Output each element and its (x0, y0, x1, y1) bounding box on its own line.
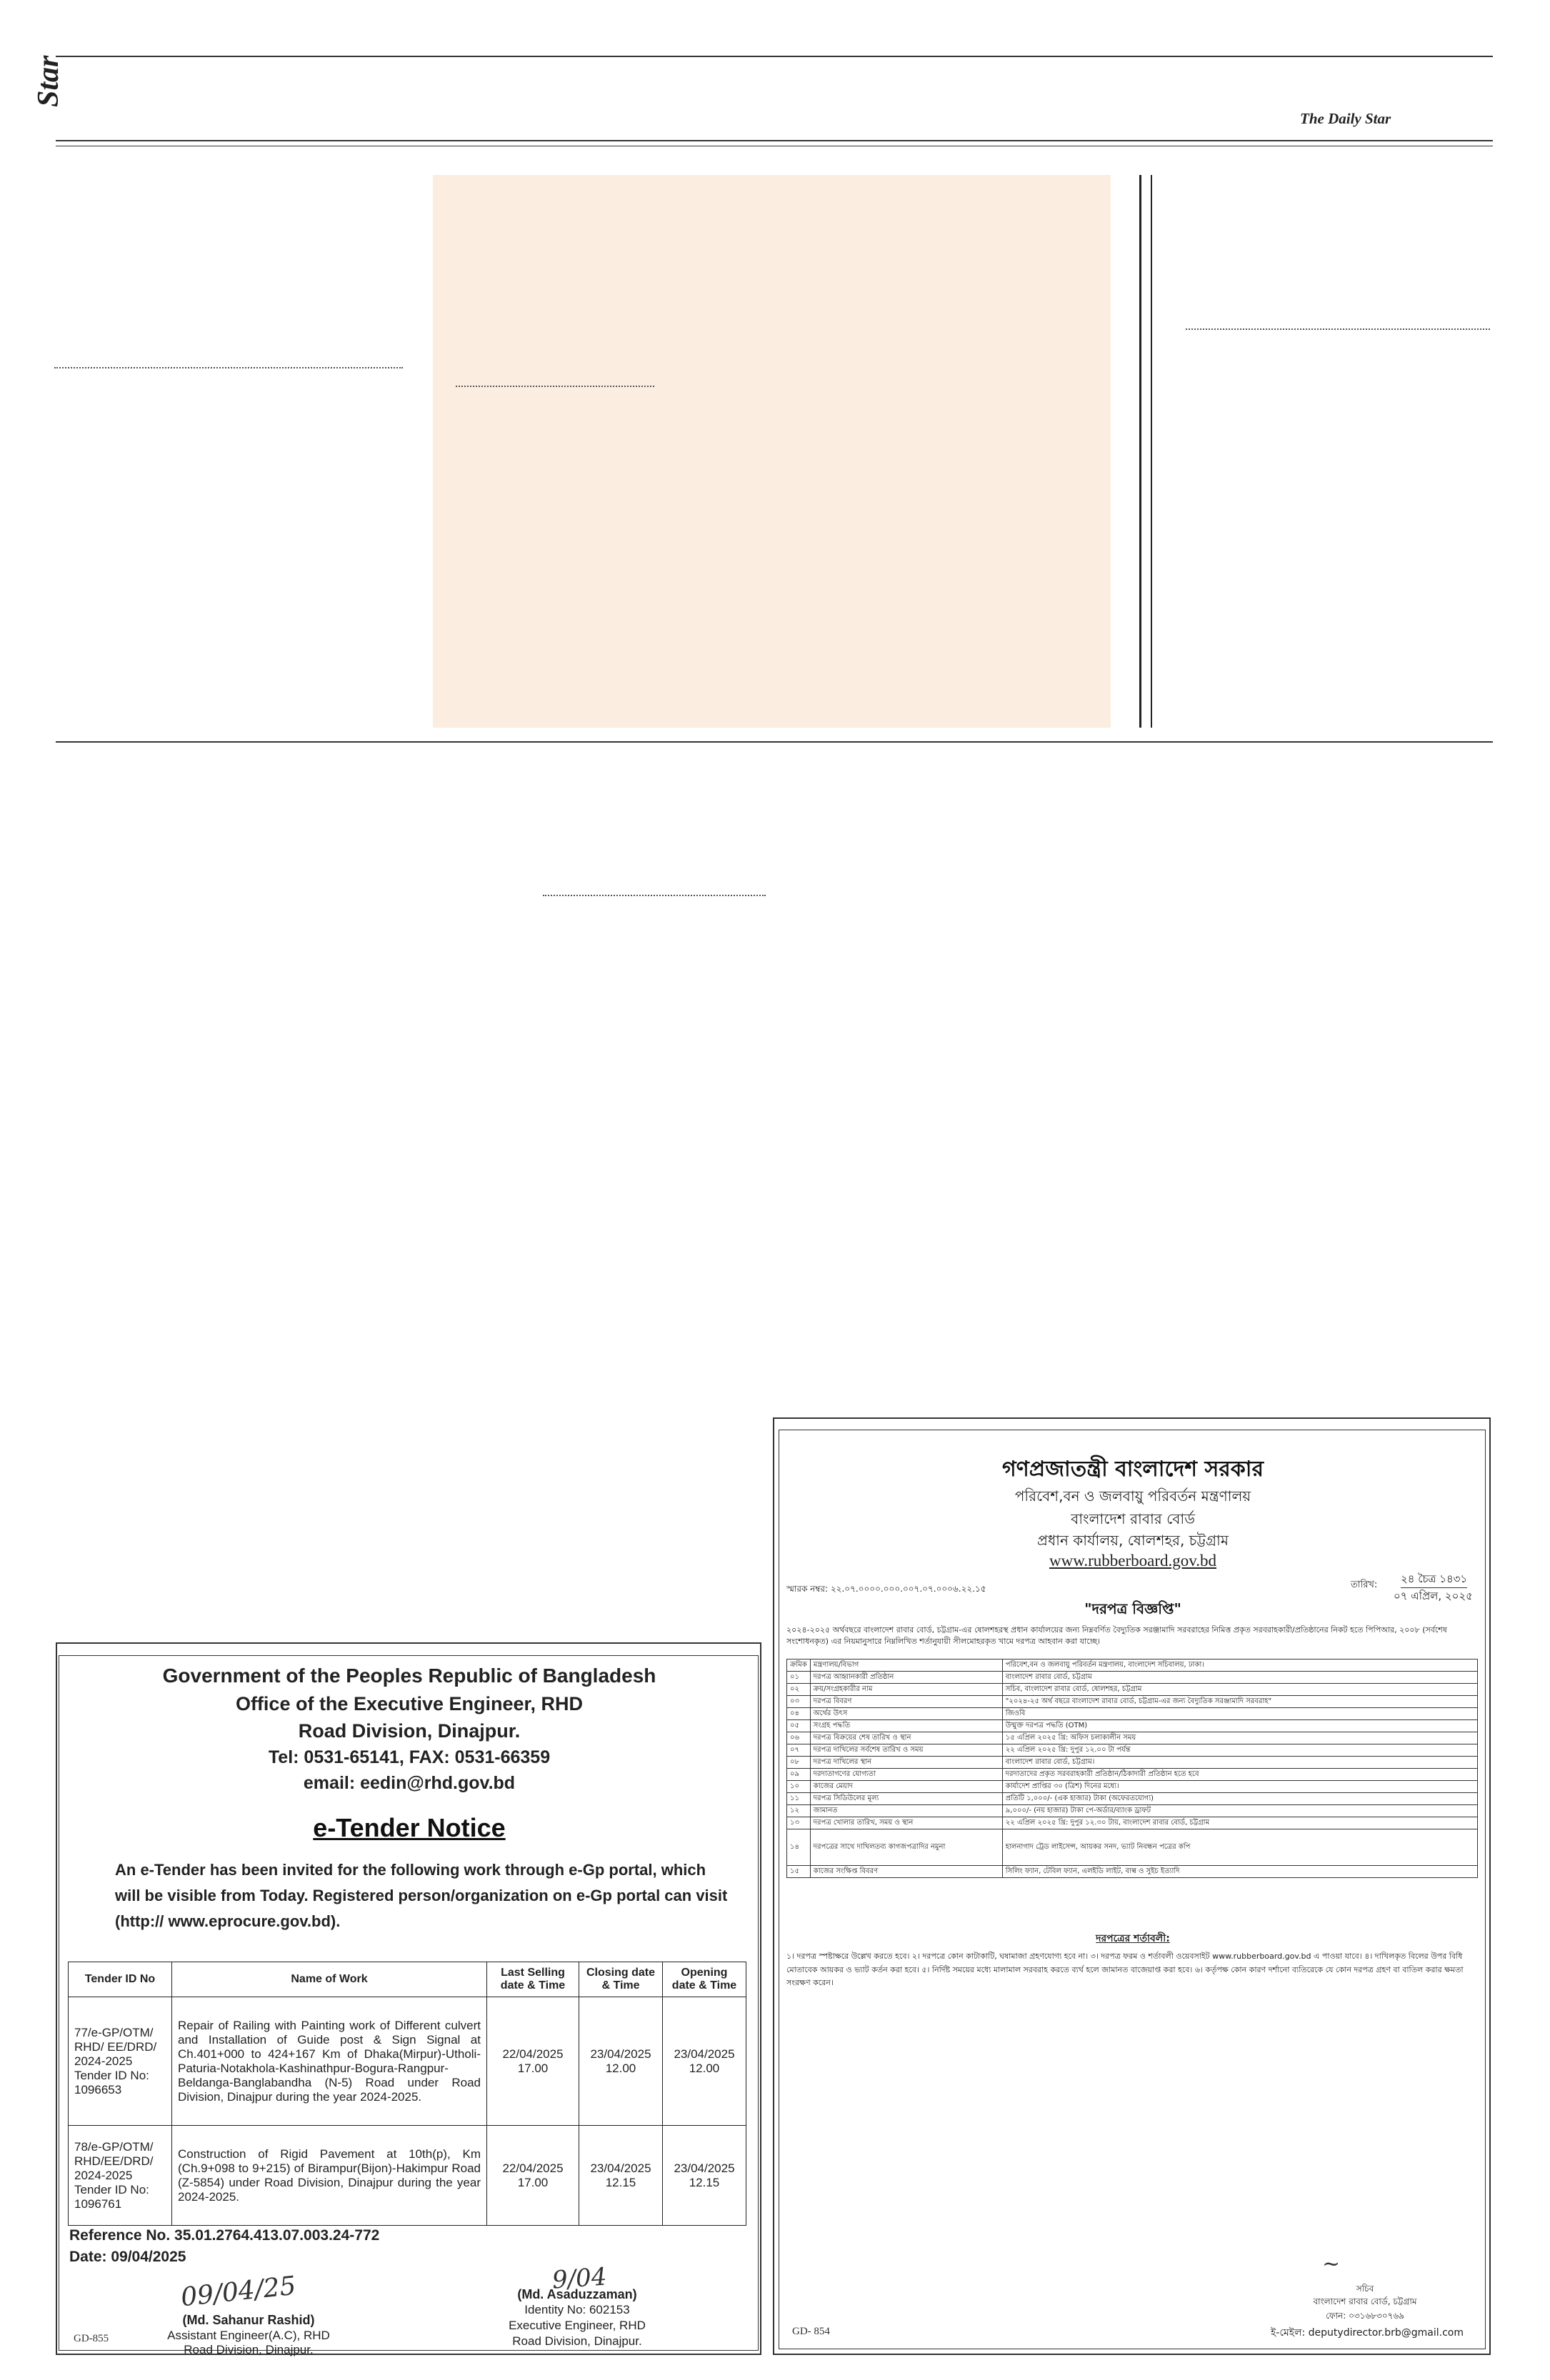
work-name: Construction of Rigid Pavement at 10th(p), Km (Ch.9+098 to 9+215) of Birampur(Bijon)-Hakimpur Road (Z-5854) under Road Division, Dinajpur during the year 2024-2025. (172, 2126, 487, 2226)
bn-cell: ০৯ (787, 1769, 811, 1781)
column-rule-1 (1139, 175, 1141, 728)
tender-id: 78/e-GP/OTM/ RHD/EE/DRD/ 2024-2025 Tender ID No: 1096761 (69, 2126, 172, 2226)
bn-cell: প্রতিটি ১,০০০/- (এক হাজার) টাকা (অফেরতযোগ্য) (1002, 1793, 1477, 1805)
bn-cell: ক্রয়/সংগ্রহকারীর নাম (810, 1684, 1002, 1696)
opening-date: 23/04/2025 12.00 (663, 1997, 746, 2126)
bn-cell: ১৫ এপ্রিল ২০২৫ খ্রি: অফিস চলাকালীন সময় (1002, 1732, 1477, 1744)
table-row (787, 1829, 1478, 1866)
bn-cell: পরিবেশ,বন ও জলবায়ু পরিবর্তন মন্ত্রণালয়, বাংলাদেশ সচিবালয়, ঢাকা। (1002, 1660, 1477, 1672)
reference-date: Date: 09/04/2025 (69, 2249, 186, 2265)
selling-date: 22/04/2025 17.00 (487, 2126, 579, 2226)
bn-cell: দরপত্র বিক্রয়ের শেষ তারিখ ও স্থান (810, 1732, 1002, 1744)
tender-ad-inner (59, 1655, 759, 2356)
work-name: Repair of Railing with Painting work of Different culvert and Installation of Guide post & Sign Signal at Ch.401+000 to 424+167 Km of Dhaka(Mirpur)-Utholi-Paturia-Notakhola-Kashinathpur-Bogura-Rangpur-Beldanga-Banglabandha (N-5) Road under Road Division, Dinajpur during the year 2024-2025. (172, 1997, 487, 2126)
bn-cell: ২২ এপ্রিল ২০২৫ খ্রি: দুপুর ১২.৩০ টায়, বাংলাদেশ রাবার বোর্ড, চট্টগ্রাম (1002, 1817, 1477, 1829)
signer-left-title: Assistant Engineer(A.C), RHD (167, 2329, 330, 2342)
bn-cell: কার্যাদেশ প্রাপ্তির ৩০ (ত্রিশ) দিনের মধ্যে। (1002, 1781, 1477, 1793)
bn-cell: "২০২৪-২৫ অর্থ বছরে বাংলাদেশ রাবার বোর্ড, চট্টগ্রাম-এর জন্য বৈদ্যুতিক সরঞ্জামাদি সরবরাহ" (1002, 1696, 1477, 1708)
mid-divider (543, 895, 766, 896)
tel-fax: Tel: 0531-65141, FAX: 0531-66359 (268, 1747, 551, 1767)
table-row (787, 1672, 1478, 1684)
bn-cell: দরপত্র দাখিলের স্থান (810, 1757, 1002, 1769)
signature-left: 09/04/25 (179, 2271, 298, 2313)
bn-intro: ২০২৪-২০২৫ অর্থবছরে বাংলাদেশ রাবার বোর্ড, চট্টগ্রাম-এর ষোলশহরস্থ প্রধান কার্যালয়ের জন্য নিম্নবর্ণিত বৈদ্যুতিক সরঞ্জামাদি সরবরাহের নিমিত্ত প্রকৃত সরবরাহকারী/প্রতিষ্ঠানের নিকট হতে পিপিআর, ২০০৮ (সর্বশেষ সংশোধনকৃত) এর নিয়মানুসারে নিম্নলিখিত শর্তানুযায়ী সীলমোহরকৃত খামে দরপত্র আহবান করা যাচ্ছে। (786, 1625, 1447, 1646)
signer-right-name: (Md. Asaduzzaman) (517, 2287, 637, 2301)
bn-cell: ২২ এপ্রিল ২০২৫ খ্রি: দুপুর ১২.০০ টা পর্যন্ত (1002, 1744, 1477, 1757)
col-header-closing: Closing date & Time (579, 1962, 663, 1997)
bn-cell: ১২ (787, 1805, 811, 1817)
bn-notice-title: "দরপত্র বিজ্ঞপ্তি" (1084, 1600, 1181, 1617)
shaded-ad-panel (433, 175, 1111, 728)
bn-cell: ৯,০০০/- (নয় হাজার) টাকা পে-অর্ডার/ব্যাংক ড্রাফট (1002, 1805, 1477, 1817)
signer-right-identity: Identity No: 602153 (524, 2303, 630, 2316)
bn-cell: দরপত্র বিবরণ (810, 1696, 1002, 1708)
bn-table (786, 1659, 1478, 1878)
bn-date-bn: ২৪ চৈত্র ১৪৩১ (1401, 1572, 1467, 1588)
bn-cell: হালনাগাদ ট্রেড লাইসেন্স, আয়কর সনদ, ভ্যাট নিবন্ধন পত্রের কপি (1002, 1829, 1477, 1866)
bn-cell: ০৩ (787, 1696, 811, 1708)
selling-date: 22/04/2025 17.00 (487, 1997, 579, 2126)
bangla-ad-inner (779, 1430, 1486, 2349)
gov-title: Government of the Peoples Republic of Bangladesh (162, 1665, 656, 1687)
bn-cell: ০৫ (787, 1720, 811, 1732)
table-row (787, 1793, 1478, 1805)
column-rule-2 (1151, 175, 1152, 728)
division-title: Road Division, Dinajpur. (298, 1720, 521, 1742)
signer-right-office: Road Division, Dinajpur. (512, 2334, 642, 2348)
bn-gov-title: গণপ্রজাতন্ত্রী বাংলাদেশ সরকার (1002, 1457, 1264, 1482)
bn-cell: বাংলাদেশ রাবার বোর্ড, চট্টগ্রাম। (1002, 1757, 1477, 1769)
bn-signer-office: বাংলাদেশ রাবার বোর্ড, চট্টগ্রাম (1313, 2296, 1417, 2306)
signer-left-name: (Md. Sahanur Rashid) (182, 2313, 315, 2327)
bn-cell: সিলিং ফ্যান, টেবিল ফ্যান, এলইডি লাইট, বাল্ব ও সুইচ ইত্যাদি (1002, 1866, 1477, 1878)
bn-cell: ১৪ (787, 1829, 811, 1866)
table-row (69, 2126, 746, 2226)
bn-cell: ১১ (787, 1793, 811, 1805)
table-row (787, 1660, 1478, 1672)
table-row (787, 1732, 1478, 1744)
tender-table (68, 1962, 746, 2226)
bn-date-en: ০৭ এপ্রিল, ২০২৫ (1394, 1590, 1473, 1602)
table-row (787, 1781, 1478, 1793)
bn-cell: দরপত্র দাখিলের সর্বশেষ তারিখ ও সময় (810, 1744, 1002, 1757)
signature-right: 9/04 (551, 2262, 608, 2295)
ad-code: GD-855 (74, 2333, 109, 2344)
col-header-selling: Last Selling date & Time (487, 1962, 579, 1997)
bn-office: প্রধান কার্যালয়, ষোলশহর, চট্টগ্রাম (1037, 1532, 1229, 1549)
star-logo: Star (32, 55, 65, 107)
bn-phone: ফোন: ০৩১৬৮৩০৭৬৯ (1325, 2311, 1405, 2321)
section-rule (56, 741, 1493, 743)
table-row (787, 1817, 1478, 1829)
bn-cell: দরপত্র সিডিউলের মূল্য (810, 1793, 1002, 1805)
bn-signer-title: সচিব (1356, 2284, 1374, 2294)
table-row (787, 1744, 1478, 1757)
col-header-opening: Opening date & Time (663, 1962, 746, 1997)
table-row (787, 1805, 1478, 1817)
bn-cell: জিওবি (1002, 1708, 1477, 1720)
bn-ad-code: GD- 854 (792, 2326, 830, 2337)
bn-ministry: পরিবেশ,বন ও জলবায়ু পরিবর্তন মন্ত্রণালয় (1014, 1487, 1251, 1505)
bn-cell: দরপত্রের সাথে দাখিলতব্য কাগজপত্রাদির নমুনা (810, 1829, 1002, 1866)
intro-text: An e-Tender has been invited for the following work through e-Gp portal, which will be visible from Today. Registered person/organization on e-Gp portal can visit (http:// www.eprocure.gov.bd). (115, 1861, 728, 1930)
bn-conditions-title: দরপত্রের শর্তাবলী: (1096, 1933, 1170, 1944)
reference-no: Reference No. 35.01.2764.413.07.003.24-772 (69, 2227, 380, 2244)
bn-cell: ০১ (787, 1672, 811, 1684)
bn-signature: ~ (1322, 2251, 1341, 2276)
table-row (787, 1757, 1478, 1769)
bn-cell: মন্ত্রণালয়/বিভাগ (810, 1660, 1002, 1672)
tender-id: 77/e-GP/OTM/ RHD/ EE/DRD/ 2024-2025 Tender ID No: 1096653 (69, 1997, 172, 2126)
shaded-panel-divider (456, 386, 654, 387)
bn-cell: ১৩ (787, 1817, 811, 1829)
right-column-divider (1186, 328, 1490, 330)
closing-date: 23/04/2025 12.00 (579, 1997, 663, 2126)
table-row (787, 1684, 1478, 1696)
table-row (787, 1866, 1478, 1878)
bn-cell: অর্থের উৎস (810, 1708, 1002, 1720)
bn-memo: স্মারক নম্বর: ২২.০৭.০০০০.০০০.০০৭.০৭.০০০৬.২২.১৫ (786, 1584, 986, 1594)
bn-cell: দরপত্র আহ্বানকারী প্রতিষ্ঠান (810, 1672, 1002, 1684)
bn-conditions: ১। দরপত্র স্পষ্টাক্ষরে উল্লেখ করতে হবে। ২। দরপত্রে কোন কাটাকাটি, ঘষামাজা গ্রহণযোগ্য হবে না। ৩। দরপত্র ফরম ও শর্তাবলী ওয়েবসাইট www.rubberboard.gov.bd এ পাওয়া যাবে। ৪। দাখিলকৃত বিলের উপর বিধি মোতাবেক আয়কর ও ভ্যাট কর্তন করা হবে। ৫। নির্দিষ্ট সময়ের মধ্যে মালামাল সরবরাহ করতে ব্যর্থ হলে জামানত বাজেয়াপ্ত করা হবে। ৬। কর্তৃপক্ষ কোন কারণ দর্শানো ব্যতিরেকে যে কোন দরপত্র গ্রহণ বা বাতিল করার ক্ষমতা সংরক্ষণ করেন। (786, 1952, 1464, 1988)
table-row (787, 1696, 1478, 1708)
table-row (787, 1708, 1478, 1720)
bn-cell: ০৭ (787, 1744, 811, 1757)
closing-date: 23/04/2025 12.15 (579, 2126, 663, 2226)
bn-cell: জামানত (810, 1805, 1002, 1817)
bn-cell: ০৪ (787, 1708, 811, 1720)
bn-email: ই-মেইল: deputydirector.brb@gmail.com (1271, 2327, 1464, 2339)
email: email: eedin@rhd.gov.bd (303, 1773, 516, 1793)
bn-cell: ০২ (787, 1684, 811, 1696)
top-rule (56, 56, 1493, 57)
masthead-rule-1 (56, 140, 1493, 141)
left-column-divider (54, 367, 403, 368)
bn-website: www.rubberboard.gov.bd (1049, 1552, 1216, 1570)
opening-date: 23/04/2025 12.15 (663, 2126, 746, 2226)
bn-cell: কাজের মেয়াদ (810, 1781, 1002, 1793)
bn-cell: সচিব, বাংলাদেশ রাবার বোর্ড, ষোলশহর, চট্টগ্রাম (1002, 1684, 1477, 1696)
col-header-id: Tender ID No (69, 1962, 172, 1997)
bn-cell: ০৮ (787, 1757, 811, 1769)
notice-title: e-Tender Notice (313, 1813, 506, 1842)
bn-cell: সংগ্রহ পদ্ধতি (810, 1720, 1002, 1732)
table-row (787, 1769, 1478, 1781)
col-header-work: Name of Work (172, 1962, 487, 1997)
table-row (787, 1720, 1478, 1732)
bn-date-label: তারিখ: (1351, 1580, 1378, 1590)
bn-cell: ১৫ (787, 1866, 811, 1878)
table-row (69, 1997, 746, 2126)
daily-star-logo: The Daily Star (1300, 110, 1391, 127)
bn-cell: কাজের সংক্ষিপ্ত বিবরণ (810, 1866, 1002, 1878)
bn-cell: বাংলাদেশ রাবার বোর্ড, চট্টগ্রাম (1002, 1672, 1477, 1684)
bn-cell: ০৬ (787, 1732, 811, 1744)
bn-cell: ১০ (787, 1781, 811, 1793)
signer-left-office: Road Division, Dinajpur. (184, 2343, 314, 2356)
bn-cell: দরদাতাগণের যোগ্যতা (810, 1769, 1002, 1781)
bn-cell: দরদাতাদের প্রকৃত সরবরাহকারী প্রতিষ্ঠান/ঠিকাদারী প্রতিষ্ঠান হতে হবে (1002, 1769, 1477, 1781)
bn-cell: দরপত্র খোলার তারিখ, সময় ও স্থান (810, 1817, 1002, 1829)
signer-right-title: Executive Engineer, RHD (509, 2319, 646, 2332)
bn-cell: উন্মুক্ত দরপত্র পদ্ধতি (OTM) (1002, 1720, 1477, 1732)
bn-board: বাংলাদেশ রাবার বোর্ড (1071, 1510, 1195, 1527)
bn-cell: ক্রমিক (787, 1660, 811, 1672)
office-title: Office of the Executive Engineer, RHD (235, 1693, 584, 1714)
